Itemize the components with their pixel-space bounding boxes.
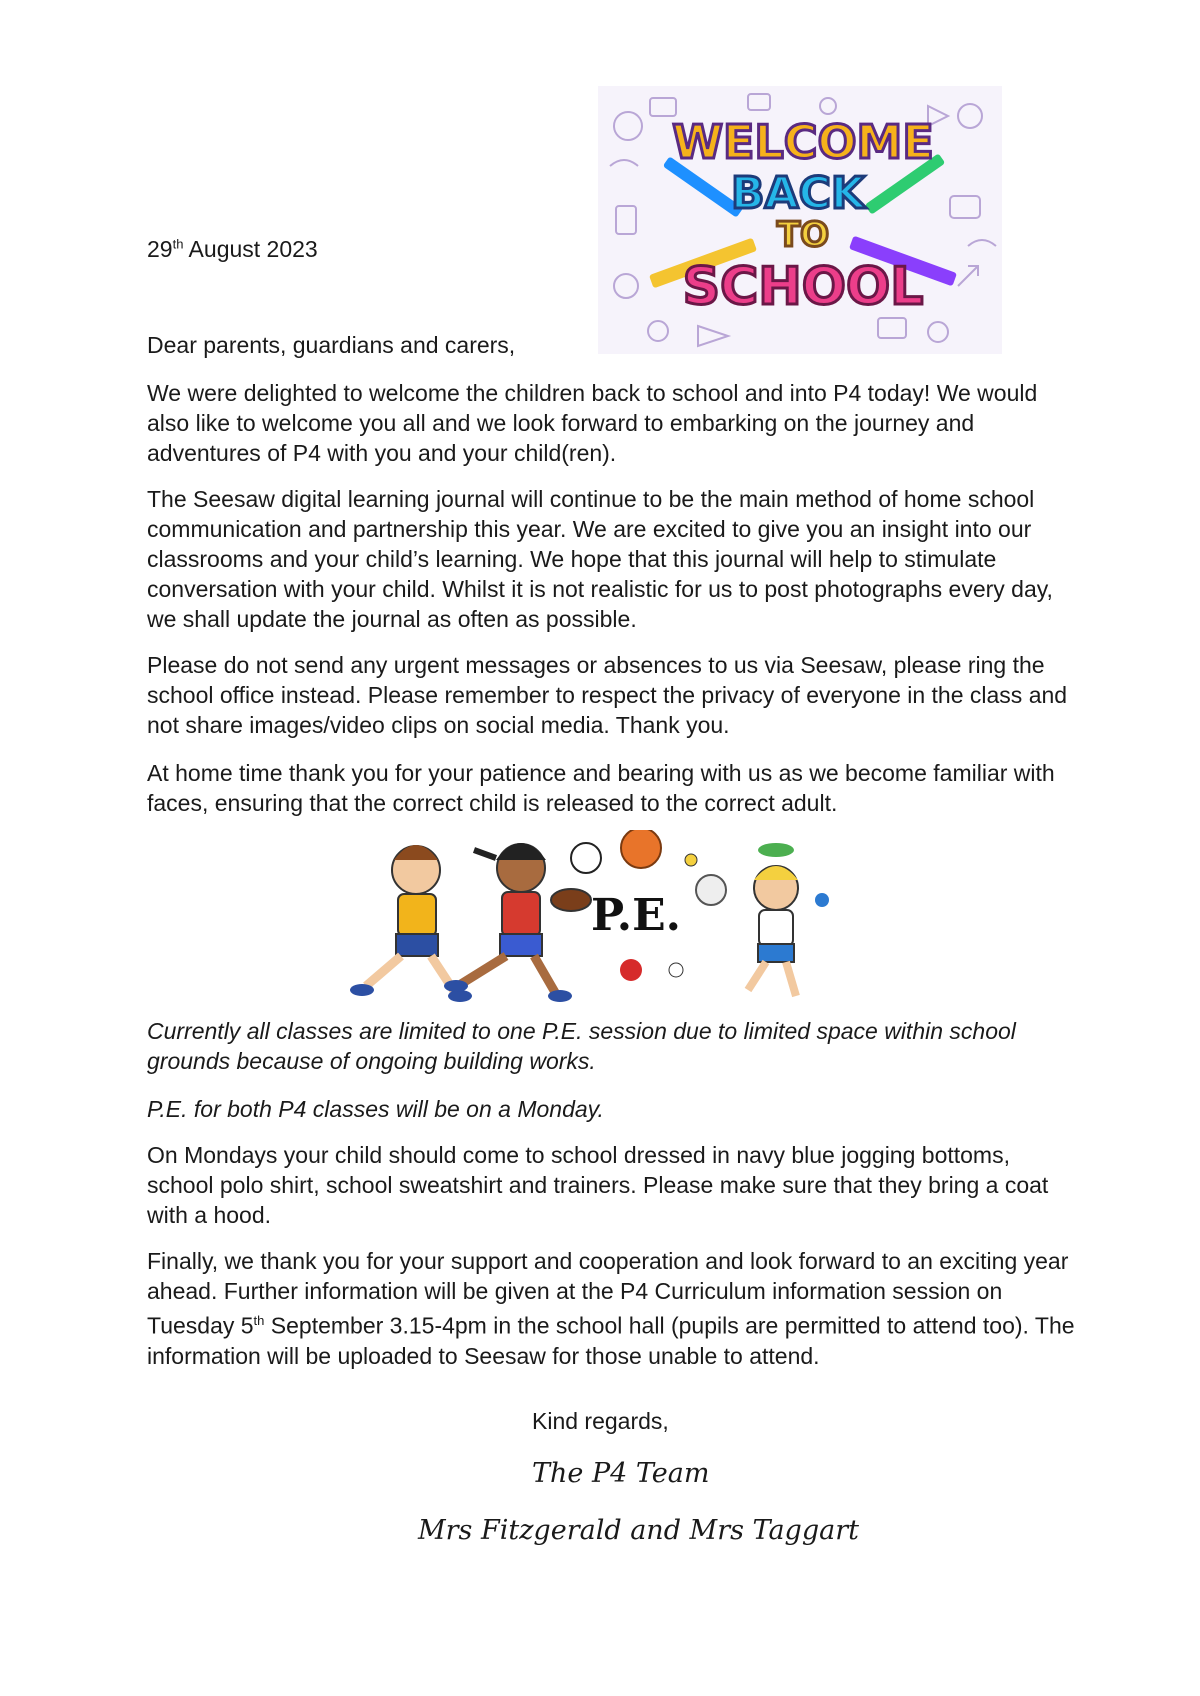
paragraph-messages: Please do not send any urgent messages or absences to us via Seesaw, please ring the school office instead. Please remember to respect the privacy of everyone in the class and not share images/video clips on social media. Thank you. — [147, 652, 1068, 738]
welcome-back-banner — [598, 86, 1002, 354]
paragraph-closing — [147, 1246, 1077, 1371]
paragraph-home-time: At home time thank you for your patience and bearing with us as we become familiar with faces, ensuring that the correct child is released to the correct adult. — [147, 760, 1055, 816]
letter-greeting: Dear parents, guardians and carers, — [147, 332, 516, 358]
date-month-year: August 2023 — [183, 236, 318, 262]
pe-label: P.E. — [591, 890, 681, 941]
signature-names: Mrs Fitzgerald and Mrs Taggart — [418, 1515, 859, 1546]
banner-line2: BACK — [731, 168, 865, 219]
paragraph-pe-day: P.E. for both P4 classes will be on a Monday. — [147, 1096, 604, 1122]
letter-date — [147, 236, 318, 263]
sign-off: Kind regards, — [532, 1408, 669, 1434]
running-boy — [350, 845, 472, 1002]
closing-part-1: Finally, we thank you for your support and cooperation and look forward to an exciting year ahead. Further information will be given at the P4 Curriculum information session on Tuesday 5 — [147, 1248, 1069, 1339]
closing-date-suffix: th — [253, 1313, 265, 1328]
pe-illustration — [346, 830, 866, 1010]
paragraph-pe-limits: Currently all classes are limited to one P.E. session due to limited space within school grounds because of ongoing building works. — [147, 1018, 1016, 1074]
paragraph-welcome: We were delighted to welcome the children back to school and into P4 today! We would also like to welcome you all and we look forward to embarking on the journey and adventures of P4 with you and your child(ren). — [147, 380, 1038, 466]
paragraph-seesaw: The Seesaw digital learning journal will continue to be the main method of home school communication and partnership this year. We are excited to give you an insight into our classrooms and your child’s learning. We hope that this journal will help to stimulate conversation with your child. Whilst it is not realistic for us to post photographs every day, we shall update the journal as often as possible. — [147, 486, 1053, 632]
paragraph-pe-uniform: On Mondays your child should come to school dressed in navy blue jogging bottoms, school polo shirt, school sweatshirt and trainers. Please make sure that they bring a coat with a hood. — [147, 1142, 1049, 1228]
closing-part-2: September 3.15-4pm in the school hall (pupils are permitted to attend too). The information will be uploaded to Seesaw for those unable to attend. — [147, 1312, 1075, 1369]
date-day: 29 — [147, 236, 173, 262]
banner-line3: TO — [776, 215, 830, 255]
banner-line1: WELCOME — [672, 115, 934, 169]
banner-line4: SCHOOL — [682, 257, 924, 317]
date-suffix: th — [172, 236, 184, 252]
signature-team: The P4 Team — [532, 1458, 710, 1489]
jumping-child — [748, 843, 829, 996]
running-girl — [444, 843, 572, 1002]
